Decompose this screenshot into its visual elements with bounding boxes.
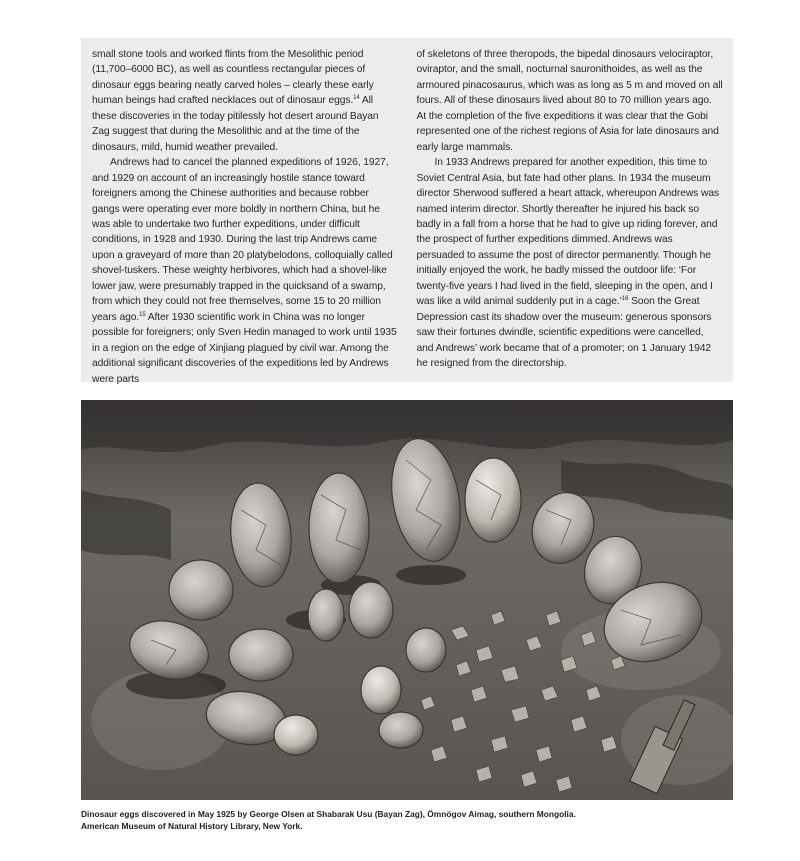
paragraph: Andrews had to cancel the planned expeditions of 1926, 1927, and 1929 on account of an increasingly hostile stance toward foreigners among the Chinese authorities and because robber gangs were operating ever more boldly in northern China, but he was able to undertake two further expeditions, under difficult conditions, in 1928 and 1930. During the last trip Andrews came upon a graveyard of more than 20 platybelodons, colloquially called shovel-tuskers. These weighty herbivores, which had a shovel-like lower jaw, were presumably trapped in the quicksand of a swamp, from which they could not free themselves, some 15 to 20 million years ago.$^{15}$ After 1930 scientific work in China was no longer possible for foreigners; only Sven Hedin managed to work until 1935 in a region on the edge of Xinjiang plagued by civil war. Among the additional significant discoveries of the expeditions led by Andrews were parts [92,157,397,385]
caption-line: Dinosaur eggs discovered in May 1925 by George Olsen at Shabarak Usu (Bayan Zag), Ömnögov Aimag, southern Mongolia. [81,809,576,819]
paragraph: of skeletons of three theropods, the bipedal dinosaurs velociraptor, oviraptor, and the small, nocturnal sauronithoides, as well as the armoured pinacosaurus, which was as long as 5 m and moved on all fours. All of these dinosaurs lived about 80 to 70 million years ago. At the completion of the five expeditions it was clear that the Gobi represented one of the richest regions of Asia for late dinosaurs and early large mammals. [416,49,723,153]
left-column [92,47,399,385]
photo-illustration [81,400,733,800]
text-panel [81,38,733,385]
footnote-ref: 15 [139,311,146,318]
footnote-ref: 16 [621,296,629,303]
dinosaur-eggs-photo [81,400,733,800]
caption-credit: American Museum of Natural History Library, New York. [81,821,303,831]
right-column [417,47,724,382]
footnote-ref: 14 [353,95,360,102]
paragraph: small stone tools and worked flints from the Mesolithic period (11,700–6000 BC), as well as countless rectangular pieces of dinosaur eggs bearing neatly carved holes – clearly these early human beings had crafted necklaces out of dinosaur eggs.$^{14}$ All these discoveries in the today pitilessly hot desert around Bayan Zag suggest that during the Mesolithic and at the time of the dinosaurs, mild, humid weather prevailed. [92,49,379,153]
paragraph: In 1933 Andrews prepared for another expedition, this time to Soviet Central Asia, but fate had other plans. In 1934 the museum director Sherwood suffered a heart attack, whereupon Andrews was named interim director. Shortly thereafter he injured his back so badly in a fall from a horse that he had to give up riding forever, and the prospect of further expeditions dimmed. Andrews was persuaded to assume the post of director permanently. Though he initially enjoyed the work, he badly missed the outdoor life: ‘For twenty-five years I had lived in the field, sleeping in the open, and I was like a wild animal suddenly put in a cage.’$^{16}$ Soon the Great Depression cast its shadow over the museum: generous sponsors saw their fortunes dwindle, scientific expeditions were cancelled, and Andrews’ work became that of a promoter; on 1 January 1942 he resigned from the directorship. [416,157,719,370]
photo-caption [81,808,733,832]
